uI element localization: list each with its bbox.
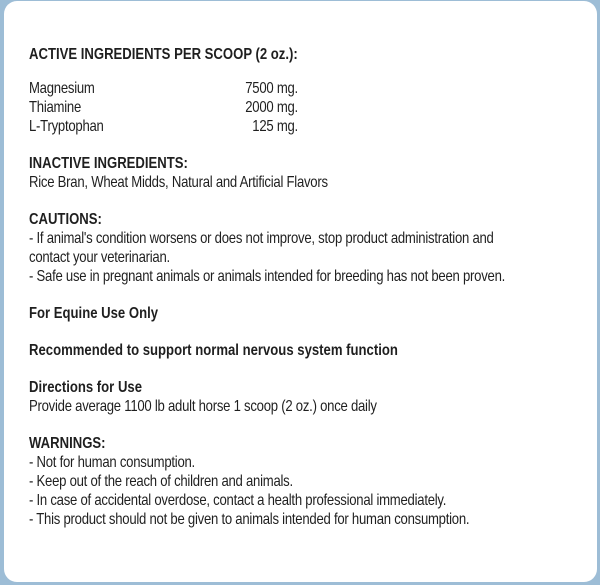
- cautions-section: [29, 210, 597, 286]
- caution-line: - If animal's condition worsens or does not improve, stop product administration and: [29, 230, 494, 247]
- cautions-heading: CAUTIONS:: [29, 211, 102, 228]
- warnings-section: [29, 434, 597, 529]
- ingredient-name: Thiamine: [29, 99, 81, 116]
- directions-text: Provide average 1100 lb adult horse 1 scoop (2 oz.) once daily: [29, 398, 377, 415]
- inactive-ingredients-heading: INACTIVE INGREDIENTS:: [29, 155, 188, 172]
- directions-section: [29, 378, 597, 416]
- ingredient-amount: 7500 mg.: [245, 80, 298, 97]
- inactive-ingredients-text: Rice Bran, Wheat Midds, Natural and Artificial Flavors: [29, 174, 328, 191]
- warning-line: - Not for human consumption.: [29, 454, 195, 471]
- ingredient-row: [29, 79, 587, 98]
- inactive-ingredients-section: [29, 154, 597, 192]
- equine-use-notice: For Equine Use Only: [29, 305, 159, 322]
- recommendation-text: Recommended to support normal nervous system function: [29, 342, 398, 359]
- ingredient-row: [29, 98, 587, 117]
- ingredient-amount: 125 mg.: [252, 118, 298, 135]
- warning-line: - In case of accidental overdose, contact a health professional immediately.: [29, 492, 447, 509]
- warning-line: - Keep out of the reach of children and animals.: [29, 473, 293, 490]
- ingredient-row: [29, 117, 587, 136]
- ingredient-name: Magnesium: [29, 80, 95, 97]
- warnings-heading: WARNINGS:: [29, 435, 106, 452]
- ingredient-amount: 2000 mg.: [245, 99, 298, 116]
- active-ingredients-heading: ACTIVE INGREDIENTS PER SCOOP (2 oz.):: [29, 46, 298, 63]
- active-ingredients-section: [29, 45, 597, 136]
- directions-heading: Directions for Use: [29, 379, 143, 396]
- warning-line: - This product should not be given to animals intended for human consumption.: [29, 511, 470, 528]
- product-label-card: [4, 1, 597, 582]
- ingredient-name: L-Tryptophan: [29, 118, 104, 135]
- caution-line: - Safe use in pregnant animals or animals intended for breeding has not been proven.: [29, 268, 506, 285]
- caution-line: contact your veterinarian.: [29, 249, 170, 266]
